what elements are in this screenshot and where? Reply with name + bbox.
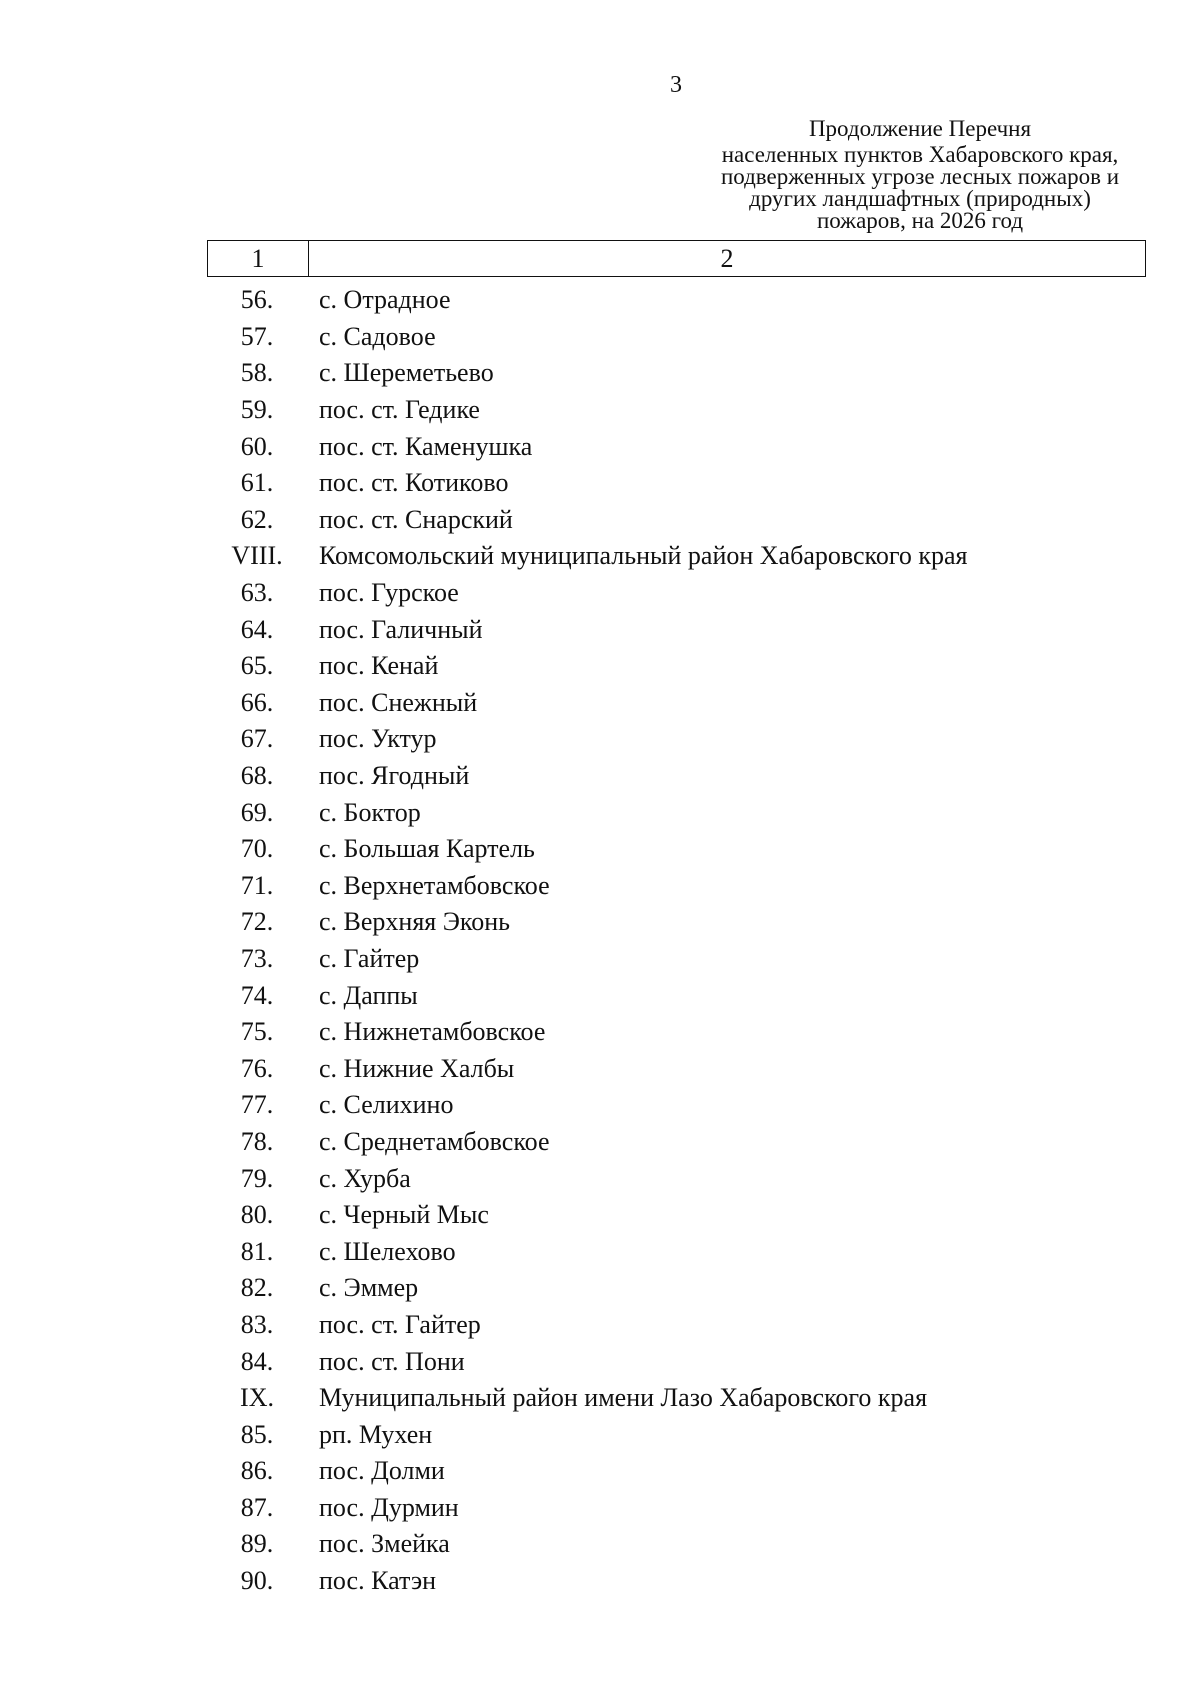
- column-1-header: 1: [208, 241, 309, 276]
- row-number: 66.: [240, 687, 274, 717]
- row-number: 60.: [240, 431, 274, 461]
- table-row: [207, 977, 1146, 1014]
- title-line: подверженных угрозе лесных пожаров и: [720, 164, 1120, 189]
- table-header: [207, 240, 1146, 277]
- settlement-name: с. Отрадное: [319, 285, 451, 315]
- table-row: [207, 1563, 1146, 1600]
- table-row: [207, 1526, 1146, 1563]
- settlement-name: пос. Катэн: [319, 1566, 437, 1596]
- table-row: [207, 502, 1146, 539]
- list-title: [700, 118, 1140, 232]
- table-row: [207, 1014, 1146, 1051]
- table-row: [207, 1233, 1146, 1270]
- settlement-name: с. Боктор: [319, 797, 421, 827]
- row-number: 73.: [240, 943, 274, 973]
- row-number: 79.: [240, 1163, 274, 1193]
- row-number: 58.: [240, 358, 274, 388]
- table-row: [207, 1343, 1146, 1380]
- settlement-name: пос. ст. Снарский: [319, 504, 513, 534]
- table-row: [207, 538, 1146, 575]
- row-number: 86.: [240, 1456, 274, 1486]
- table-row: [207, 904, 1146, 941]
- table-row: [207, 1380, 1146, 1417]
- row-number: 68.: [240, 761, 274, 791]
- row-number: 67.: [240, 724, 274, 754]
- settlement-name: пос. Кенай: [319, 651, 439, 681]
- settlement-name: пос. Гурское: [319, 578, 459, 608]
- row-number: 65.: [240, 651, 274, 681]
- row-number: 85.: [240, 1419, 274, 1449]
- table-row: [207, 868, 1146, 905]
- title-line: Продолжение Перечня: [808, 116, 1032, 141]
- table-row: [207, 428, 1146, 465]
- table-row: [207, 611, 1146, 648]
- table-row: [207, 941, 1146, 978]
- row-number: 63.: [240, 578, 274, 608]
- table-row: [207, 1270, 1146, 1307]
- settlement-name: с. Среднетамбовское: [319, 1126, 550, 1156]
- row-number: 64.: [240, 614, 274, 644]
- row-number: 89.: [240, 1529, 274, 1559]
- table-row: [207, 1453, 1146, 1490]
- settlement-name: пос. Снежный: [319, 687, 478, 717]
- row-number: 57.: [240, 321, 274, 351]
- settlement-name: с. Эммер: [319, 1273, 419, 1303]
- row-number: 80.: [240, 1200, 274, 1230]
- table-row: [207, 282, 1146, 319]
- table-row: [207, 1087, 1146, 1124]
- table-row: [207, 1124, 1146, 1161]
- table-row: [207, 392, 1146, 429]
- page-number: 3: [670, 72, 682, 98]
- table-row: [207, 1050, 1146, 1087]
- row-number: IX.: [240, 1383, 274, 1413]
- row-number: 72.: [240, 907, 274, 937]
- settlement-name: рп. Мухен: [319, 1419, 433, 1449]
- table-row: [207, 1416, 1146, 1453]
- row-number: 75.: [240, 1017, 274, 1047]
- row-number: 59.: [240, 395, 274, 425]
- settlement-name: с. Гайтер: [319, 943, 420, 973]
- table-row: [207, 319, 1146, 356]
- settlement-name: с. Садовое: [319, 321, 436, 351]
- settlement-name: пос. Дурмин: [319, 1492, 459, 1522]
- row-number: 61.: [240, 468, 274, 498]
- table-row: [207, 465, 1146, 502]
- settlement-name: пос. ст. Каменушка: [319, 431, 533, 461]
- row-number: 70.: [240, 834, 274, 864]
- title-line: населенных пунктов Хабаровского края,: [721, 142, 1119, 167]
- settlement-name: с. Нижнетамбовское: [319, 1017, 546, 1047]
- row-number: 71.: [240, 870, 274, 900]
- row-number: VIII.: [231, 541, 283, 571]
- settlement-name: с. Даппы: [319, 980, 418, 1010]
- table-row: [207, 648, 1146, 685]
- row-number: 78.: [240, 1126, 274, 1156]
- row-number: 76.: [240, 1053, 274, 1083]
- table-row: [207, 721, 1146, 758]
- row-number: 81.: [240, 1236, 274, 1266]
- table-row: [207, 355, 1146, 392]
- settlement-name: с. Хурба: [319, 1163, 411, 1193]
- row-number: 87.: [240, 1492, 274, 1522]
- table-row: [207, 1307, 1146, 1344]
- settlement-name: с. Большая Картель: [319, 834, 535, 864]
- settlement-name: с. Верхняя Эконь: [319, 907, 511, 937]
- table-row: [207, 831, 1146, 868]
- settlement-name: пос. Ягодный: [319, 761, 470, 791]
- settlement-list: [207, 282, 1146, 1599]
- settlement-name: пос. Змейка: [319, 1529, 450, 1559]
- settlement-name: пос. ст. Гедике: [319, 395, 480, 425]
- row-number: 83.: [240, 1309, 274, 1339]
- table-row: [207, 685, 1146, 722]
- settlement-name: пос. ст. Пони: [319, 1346, 465, 1376]
- settlement-name: Комсомольский муниципальный район Хабаровского края: [319, 541, 968, 571]
- title-line: пожаров, на 2026 год: [816, 208, 1024, 233]
- settlement-name: с. Верхнетамбовское: [319, 870, 550, 900]
- table-row: [207, 1160, 1146, 1197]
- settlement-name: пос. Долми: [319, 1456, 445, 1486]
- settlement-name: с. Селихино: [319, 1090, 454, 1120]
- row-number: 56.: [240, 285, 274, 315]
- table-row: [207, 794, 1146, 831]
- settlement-name: пос. Уктур: [319, 724, 437, 754]
- settlement-name: пос. Галичный: [319, 614, 483, 644]
- settlement-name: с. Шереметьево: [319, 358, 494, 388]
- table-row: [207, 1490, 1146, 1527]
- title-line: других ландшафтных (природных): [749, 186, 1091, 211]
- settlement-name: с. Черный Мыс: [319, 1200, 489, 1230]
- row-number: 77.: [240, 1090, 274, 1120]
- row-number: 90.: [240, 1566, 274, 1596]
- settlement-name: Муниципальный район имени Лазо Хабаровского края: [319, 1383, 928, 1413]
- row-number: 62.: [240, 504, 274, 534]
- table-row: [207, 1197, 1146, 1234]
- table-row: [207, 575, 1146, 612]
- settlement-name: с. Шелехово: [319, 1236, 456, 1266]
- settlement-name: пос. ст. Гайтер: [319, 1309, 481, 1339]
- row-number: 84.: [240, 1346, 274, 1376]
- column-2-header: 2: [720, 243, 734, 273]
- settlement-name: пос. ст. Котиково: [319, 468, 509, 498]
- row-number: 82.: [240, 1273, 274, 1303]
- settlement-name: с. Нижние Халбы: [319, 1053, 515, 1083]
- row-number: 74.: [240, 980, 274, 1010]
- table-row: [207, 758, 1146, 795]
- row-number: 69.: [240, 797, 274, 827]
